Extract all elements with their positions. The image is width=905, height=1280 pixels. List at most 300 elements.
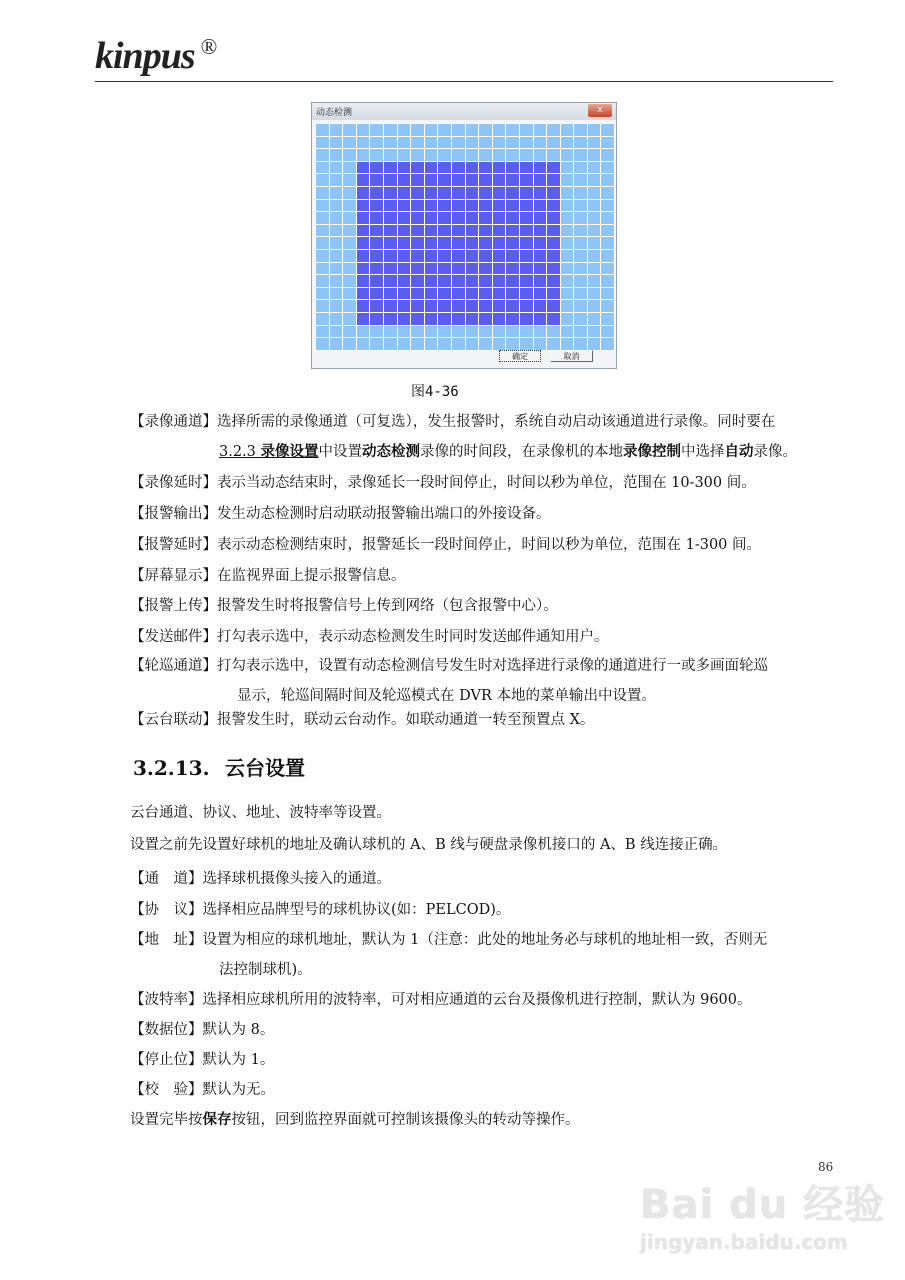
grid-cell-selected[interactable] xyxy=(506,250,519,262)
grid-cell[interactable] xyxy=(343,313,356,325)
grid-cell[interactable] xyxy=(466,326,479,338)
grid-cell[interactable] xyxy=(601,162,614,174)
grid-cell-selected[interactable] xyxy=(452,187,465,199)
grid-cell-selected[interactable] xyxy=(398,187,411,199)
grid-cell-selected[interactable] xyxy=(506,288,519,300)
grid-cell[interactable] xyxy=(506,149,519,161)
grid-cell-selected[interactable] xyxy=(506,300,519,312)
grid-cell-selected[interactable] xyxy=(534,263,547,275)
grid-cell-selected[interactable] xyxy=(425,250,438,262)
grid-cell[interactable] xyxy=(561,187,574,199)
grid-cell-selected[interactable] xyxy=(370,200,383,212)
grid-cell[interactable] xyxy=(588,237,601,249)
grid-cell-selected[interactable] xyxy=(534,200,547,212)
grid-cell[interactable] xyxy=(601,263,614,275)
grid-cell-selected[interactable] xyxy=(466,288,479,300)
grid-cell[interactable] xyxy=(398,326,411,338)
grid-cell-selected[interactable] xyxy=(547,225,560,237)
grid-cell-selected[interactable] xyxy=(466,187,479,199)
grid-cell-selected[interactable] xyxy=(438,250,451,262)
grid-cell[interactable] xyxy=(588,124,601,136)
grid-cell-selected[interactable] xyxy=(534,212,547,224)
grid-cell[interactable] xyxy=(520,149,533,161)
grid-cell[interactable] xyxy=(316,187,329,199)
grid-cell-selected[interactable] xyxy=(384,263,397,275)
grid-cell[interactable] xyxy=(561,174,574,186)
grid-cell[interactable] xyxy=(466,124,479,136)
grid-cell-selected[interactable] xyxy=(425,225,438,237)
grid-cell[interactable] xyxy=(547,326,560,338)
grid-cell-selected[interactable] xyxy=(438,162,451,174)
grid-cell[interactable] xyxy=(574,124,587,136)
grid-cell[interactable] xyxy=(588,149,601,161)
grid-cell-selected[interactable] xyxy=(493,237,506,249)
grid-cell[interactable] xyxy=(588,338,601,350)
grid-cell-selected[interactable] xyxy=(370,187,383,199)
grid-cell[interactable] xyxy=(588,200,601,212)
grid-cell[interactable] xyxy=(601,313,614,325)
grid-cell-selected[interactable] xyxy=(520,250,533,262)
grid-cell-selected[interactable] xyxy=(398,212,411,224)
grid-cell-selected[interactable] xyxy=(534,275,547,287)
grid-cell[interactable] xyxy=(316,200,329,212)
grid-cell-selected[interactable] xyxy=(357,212,370,224)
grid-cell[interactable] xyxy=(330,149,343,161)
grid-cell-selected[interactable] xyxy=(357,300,370,312)
grid-cell-selected[interactable] xyxy=(438,237,451,249)
grid-cell-selected[interactable] xyxy=(466,174,479,186)
grid-cell-selected[interactable] xyxy=(452,237,465,249)
grid-cell-selected[interactable] xyxy=(466,212,479,224)
grid-cell-selected[interactable] xyxy=(547,250,560,262)
grid-cell[interactable] xyxy=(343,288,356,300)
grid-cell[interactable] xyxy=(438,326,451,338)
grid-cell[interactable] xyxy=(493,124,506,136)
grid-cell-selected[interactable] xyxy=(493,313,506,325)
grid-cell[interactable] xyxy=(588,250,601,262)
grid-cell-selected[interactable] xyxy=(438,275,451,287)
grid-cell[interactable] xyxy=(574,174,587,186)
grid-cell-selected[interactable] xyxy=(452,174,465,186)
grid-cell[interactable] xyxy=(534,149,547,161)
grid-cell[interactable] xyxy=(425,338,438,350)
grid-cell[interactable] xyxy=(574,149,587,161)
grid-cell[interactable] xyxy=(534,326,547,338)
grid-cell-selected[interactable] xyxy=(411,250,424,262)
grid-cell[interactable] xyxy=(316,326,329,338)
grid-cell-selected[interactable] xyxy=(425,263,438,275)
grid-cell-selected[interactable] xyxy=(493,162,506,174)
grid-cell-selected[interactable] xyxy=(466,275,479,287)
grid-cell[interactable] xyxy=(370,338,383,350)
grid-cell-selected[interactable] xyxy=(370,275,383,287)
grid-cell[interactable] xyxy=(398,124,411,136)
grid-cell-selected[interactable] xyxy=(466,300,479,312)
grid-cell[interactable] xyxy=(561,212,574,224)
grid-cell-selected[interactable] xyxy=(479,200,492,212)
grid-cell-selected[interactable] xyxy=(411,162,424,174)
grid-cell[interactable] xyxy=(479,326,492,338)
grid-cell-selected[interactable] xyxy=(466,263,479,275)
grid-cell[interactable] xyxy=(357,338,370,350)
grid-cell[interactable] xyxy=(425,124,438,136)
grid-cell-selected[interactable] xyxy=(547,174,560,186)
grid-cell[interactable] xyxy=(561,263,574,275)
grid-cell-selected[interactable] xyxy=(438,174,451,186)
grid-cell-selected[interactable] xyxy=(547,288,560,300)
grid-cell-selected[interactable] xyxy=(452,275,465,287)
grid-cell[interactable] xyxy=(411,338,424,350)
grid-cell-selected[interactable] xyxy=(384,174,397,186)
grid-cell-selected[interactable] xyxy=(493,225,506,237)
grid-cell-selected[interactable] xyxy=(452,263,465,275)
grid-cell[interactable] xyxy=(330,174,343,186)
grid-cell[interactable] xyxy=(330,225,343,237)
grid-cell-selected[interactable] xyxy=(466,200,479,212)
grid-cell-selected[interactable] xyxy=(479,300,492,312)
grid-cell-selected[interactable] xyxy=(411,174,424,186)
grid-cell-selected[interactable] xyxy=(547,187,560,199)
grid-cell[interactable] xyxy=(384,124,397,136)
grid-cell-selected[interactable] xyxy=(384,212,397,224)
grid-cell[interactable] xyxy=(493,338,506,350)
grid-cell[interactable] xyxy=(316,338,329,350)
grid-cell[interactable] xyxy=(411,149,424,161)
grid-cell-selected[interactable] xyxy=(547,237,560,249)
grid-cell[interactable] xyxy=(398,338,411,350)
grid-cell-selected[interactable] xyxy=(506,237,519,249)
grid-cell-selected[interactable] xyxy=(547,263,560,275)
grid-cell-selected[interactable] xyxy=(534,300,547,312)
grid-cell-selected[interactable] xyxy=(398,174,411,186)
grid-cell-selected[interactable] xyxy=(466,250,479,262)
grid-cell-selected[interactable] xyxy=(534,187,547,199)
grid-cell[interactable] xyxy=(547,124,560,136)
grid-cell[interactable] xyxy=(574,275,587,287)
grid-cell-selected[interactable] xyxy=(384,237,397,249)
grid-cell[interactable] xyxy=(425,149,438,161)
grid-cell[interactable] xyxy=(330,237,343,249)
grid-cell[interactable] xyxy=(520,137,533,149)
grid-cell[interactable] xyxy=(506,124,519,136)
grid-cell-selected[interactable] xyxy=(425,162,438,174)
grid-cell-selected[interactable] xyxy=(466,162,479,174)
grid-cell[interactable] xyxy=(316,162,329,174)
grid-cell[interactable] xyxy=(316,300,329,312)
grid-cell[interactable] xyxy=(601,174,614,186)
grid-cell[interactable] xyxy=(588,300,601,312)
grid-cell[interactable] xyxy=(438,137,451,149)
grid-cell-selected[interactable] xyxy=(411,275,424,287)
grid-cell[interactable] xyxy=(561,149,574,161)
grid-cell-selected[interactable] xyxy=(534,225,547,237)
grid-cell-selected[interactable] xyxy=(534,250,547,262)
grid-cell-selected[interactable] xyxy=(398,225,411,237)
grid-cell[interactable] xyxy=(601,200,614,212)
grid-cell-selected[interactable] xyxy=(425,313,438,325)
grid-cell[interactable] xyxy=(601,187,614,199)
grid-cell-selected[interactable] xyxy=(438,300,451,312)
grid-cell[interactable] xyxy=(316,313,329,325)
grid-cell-selected[interactable] xyxy=(520,225,533,237)
grid-cell-selected[interactable] xyxy=(425,275,438,287)
grid-cell-selected[interactable] xyxy=(357,187,370,199)
grid-cell[interactable] xyxy=(588,288,601,300)
grid-cell[interactable] xyxy=(452,124,465,136)
grid-cell-selected[interactable] xyxy=(506,275,519,287)
grid-cell[interactable] xyxy=(574,313,587,325)
grid-cell-selected[interactable] xyxy=(547,212,560,224)
grid-cell-selected[interactable] xyxy=(520,212,533,224)
grid-cell[interactable] xyxy=(343,200,356,212)
grid-cell[interactable] xyxy=(561,237,574,249)
grid-cell-selected[interactable] xyxy=(370,263,383,275)
grid-cell-selected[interactable] xyxy=(357,225,370,237)
grid-cell-selected[interactable] xyxy=(506,174,519,186)
grid-cell-selected[interactable] xyxy=(452,162,465,174)
grid-cell-selected[interactable] xyxy=(520,275,533,287)
grid-cell[interactable] xyxy=(574,338,587,350)
grid-cell-selected[interactable] xyxy=(452,225,465,237)
grid-cell[interactable] xyxy=(343,326,356,338)
grid-cell[interactable] xyxy=(330,124,343,136)
grid-cell-selected[interactable] xyxy=(370,237,383,249)
grid-cell-selected[interactable] xyxy=(411,212,424,224)
grid-cell-selected[interactable] xyxy=(357,237,370,249)
grid-cell[interactable] xyxy=(588,187,601,199)
grid-cell-selected[interactable] xyxy=(398,300,411,312)
grid-cell[interactable] xyxy=(330,313,343,325)
grid-cell[interactable] xyxy=(398,137,411,149)
grid-cell-selected[interactable] xyxy=(479,225,492,237)
grid-cell[interactable] xyxy=(561,250,574,262)
grid-cell-selected[interactable] xyxy=(370,250,383,262)
grid-cell-selected[interactable] xyxy=(398,263,411,275)
grid-cell[interactable] xyxy=(384,137,397,149)
grid-cell[interactable] xyxy=(506,326,519,338)
grid-cell-selected[interactable] xyxy=(479,288,492,300)
grid-cell-selected[interactable] xyxy=(384,200,397,212)
grid-cell[interactable] xyxy=(588,162,601,174)
grid-cell[interactable] xyxy=(493,326,506,338)
grid-cell-selected[interactable] xyxy=(547,313,560,325)
grid-cell[interactable] xyxy=(574,250,587,262)
grid-cell-selected[interactable] xyxy=(438,200,451,212)
grid-cell-selected[interactable] xyxy=(534,313,547,325)
grid-cell-selected[interactable] xyxy=(425,237,438,249)
grid-cell-selected[interactable] xyxy=(547,300,560,312)
grid-cell-selected[interactable] xyxy=(425,187,438,199)
grid-cell-selected[interactable] xyxy=(438,263,451,275)
grid-cell[interactable] xyxy=(588,137,601,149)
grid-cell-selected[interactable] xyxy=(547,162,560,174)
grid-cell[interactable] xyxy=(601,288,614,300)
grid-cell[interactable] xyxy=(574,237,587,249)
grid-cell[interactable] xyxy=(343,174,356,186)
grid-cell-selected[interactable] xyxy=(384,275,397,287)
grid-cell[interactable] xyxy=(479,124,492,136)
grid-cell-selected[interactable] xyxy=(411,288,424,300)
grid-cell[interactable] xyxy=(370,137,383,149)
grid-cell-selected[interactable] xyxy=(384,225,397,237)
grid-cell-selected[interactable] xyxy=(493,263,506,275)
grid-cell-selected[interactable] xyxy=(357,174,370,186)
grid-cell-selected[interactable] xyxy=(506,313,519,325)
grid-cell[interactable] xyxy=(425,137,438,149)
grid-cell-selected[interactable] xyxy=(493,212,506,224)
grid-cell-selected[interactable] xyxy=(452,288,465,300)
grid-cell-selected[interactable] xyxy=(493,174,506,186)
grid-cell[interactable] xyxy=(574,187,587,199)
grid-cell[interactable] xyxy=(561,300,574,312)
grid-cell[interactable] xyxy=(330,200,343,212)
grid-cell[interactable] xyxy=(343,137,356,149)
grid-cell[interactable] xyxy=(357,149,370,161)
grid-cell-selected[interactable] xyxy=(479,250,492,262)
grid-cell-selected[interactable] xyxy=(370,313,383,325)
grid-cell-selected[interactable] xyxy=(425,212,438,224)
grid-cell[interactable] xyxy=(316,263,329,275)
grid-cell-selected[interactable] xyxy=(520,313,533,325)
grid-cell[interactable] xyxy=(561,313,574,325)
grid-cell[interactable] xyxy=(384,326,397,338)
grid-cell[interactable] xyxy=(534,137,547,149)
grid-cell-selected[interactable] xyxy=(370,162,383,174)
grid-cell[interactable] xyxy=(561,338,574,350)
grid-cell-selected[interactable] xyxy=(357,313,370,325)
grid-cell-selected[interactable] xyxy=(520,288,533,300)
grid-cell[interactable] xyxy=(330,162,343,174)
grid-cell[interactable] xyxy=(343,124,356,136)
grid-cell[interactable] xyxy=(506,137,519,149)
grid-cell-selected[interactable] xyxy=(479,174,492,186)
grid-cell[interactable] xyxy=(601,212,614,224)
grid-cell[interactable] xyxy=(343,187,356,199)
grid-cell-selected[interactable] xyxy=(534,237,547,249)
grid-cell-selected[interactable] xyxy=(384,162,397,174)
grid-cell[interactable] xyxy=(343,275,356,287)
grid-cell[interactable] xyxy=(452,149,465,161)
grid-cell[interactable] xyxy=(466,137,479,149)
grid-cell[interactable] xyxy=(316,275,329,287)
grid-cell-selected[interactable] xyxy=(384,250,397,262)
grid-cell-selected[interactable] xyxy=(520,162,533,174)
grid-cell[interactable] xyxy=(574,263,587,275)
grid-cell[interactable] xyxy=(574,200,587,212)
grid-cell[interactable] xyxy=(466,149,479,161)
grid-cell[interactable] xyxy=(601,137,614,149)
grid-cell-selected[interactable] xyxy=(425,300,438,312)
grid-cell[interactable] xyxy=(370,124,383,136)
grid-cell-selected[interactable] xyxy=(384,300,397,312)
grid-cell[interactable] xyxy=(411,137,424,149)
grid-cell-selected[interactable] xyxy=(479,263,492,275)
grid-cell-selected[interactable] xyxy=(438,288,451,300)
grid-cell-selected[interactable] xyxy=(506,263,519,275)
grid-cell-selected[interactable] xyxy=(493,300,506,312)
grid-cell[interactable] xyxy=(330,137,343,149)
grid-cell[interactable] xyxy=(601,326,614,338)
grid-cell-selected[interactable] xyxy=(411,225,424,237)
grid-cell[interactable] xyxy=(452,137,465,149)
grid-cell[interactable] xyxy=(574,326,587,338)
grid-cell[interactable] xyxy=(370,326,383,338)
grid-cell[interactable] xyxy=(574,225,587,237)
grid-cell[interactable] xyxy=(588,212,601,224)
grid-cell-selected[interactable] xyxy=(370,300,383,312)
grid-cell-selected[interactable] xyxy=(411,237,424,249)
grid-cell-selected[interactable] xyxy=(493,187,506,199)
grid-cell-selected[interactable] xyxy=(438,212,451,224)
grid-cell[interactable] xyxy=(574,300,587,312)
grid-cell-selected[interactable] xyxy=(411,300,424,312)
grid-cell-selected[interactable] xyxy=(425,288,438,300)
grid-cell-selected[interactable] xyxy=(357,162,370,174)
grid-cell-selected[interactable] xyxy=(411,263,424,275)
grid-cell-selected[interactable] xyxy=(479,212,492,224)
grid-cell[interactable] xyxy=(520,124,533,136)
grid-cell-selected[interactable] xyxy=(493,288,506,300)
grid-cell[interactable] xyxy=(561,124,574,136)
grid-cell-selected[interactable] xyxy=(493,275,506,287)
grid-cell[interactable] xyxy=(357,124,370,136)
grid-cell-selected[interactable] xyxy=(370,225,383,237)
grid-cell[interactable] xyxy=(316,250,329,262)
grid-cell[interactable] xyxy=(370,149,383,161)
grid-cell[interactable] xyxy=(330,212,343,224)
grid-cell-selected[interactable] xyxy=(506,225,519,237)
grid-cell[interactable] xyxy=(316,149,329,161)
grid-cell-selected[interactable] xyxy=(357,288,370,300)
motion-region-grid[interactable] xyxy=(315,123,615,351)
grid-cell[interactable] xyxy=(547,137,560,149)
grid-cell[interactable] xyxy=(466,338,479,350)
grid-cell[interactable] xyxy=(316,124,329,136)
grid-cell[interactable] xyxy=(343,162,356,174)
grid-cell[interactable] xyxy=(574,162,587,174)
grid-cell-selected[interactable] xyxy=(452,300,465,312)
grid-cell[interactable] xyxy=(411,326,424,338)
grid-cell-selected[interactable] xyxy=(452,212,465,224)
grid-cell[interactable] xyxy=(601,225,614,237)
grid-cell[interactable] xyxy=(561,275,574,287)
grid-cell-selected[interactable] xyxy=(411,200,424,212)
grid-cell[interactable] xyxy=(398,149,411,161)
grid-cell-selected[interactable] xyxy=(452,250,465,262)
grid-cell-selected[interactable] xyxy=(479,162,492,174)
grid-cell-selected[interactable] xyxy=(370,212,383,224)
grid-cell[interactable] xyxy=(574,137,587,149)
grid-cell-selected[interactable] xyxy=(438,225,451,237)
grid-cell[interactable] xyxy=(343,237,356,249)
grid-cell-selected[interactable] xyxy=(398,275,411,287)
grid-cell[interactable] xyxy=(574,288,587,300)
grid-cell[interactable] xyxy=(561,200,574,212)
grid-cell-selected[interactable] xyxy=(479,275,492,287)
grid-cell-selected[interactable] xyxy=(547,200,560,212)
grid-cell-selected[interactable] xyxy=(493,200,506,212)
grid-cell[interactable] xyxy=(357,137,370,149)
grid-cell-selected[interactable] xyxy=(547,275,560,287)
grid-cell-selected[interactable] xyxy=(520,174,533,186)
grid-cell[interactable] xyxy=(343,225,356,237)
grid-cell-selected[interactable] xyxy=(357,250,370,262)
grid-cell-selected[interactable] xyxy=(398,200,411,212)
grid-cell[interactable] xyxy=(588,263,601,275)
grid-cell-selected[interactable] xyxy=(438,313,451,325)
grid-cell-selected[interactable] xyxy=(466,225,479,237)
grid-cell[interactable] xyxy=(506,338,519,350)
